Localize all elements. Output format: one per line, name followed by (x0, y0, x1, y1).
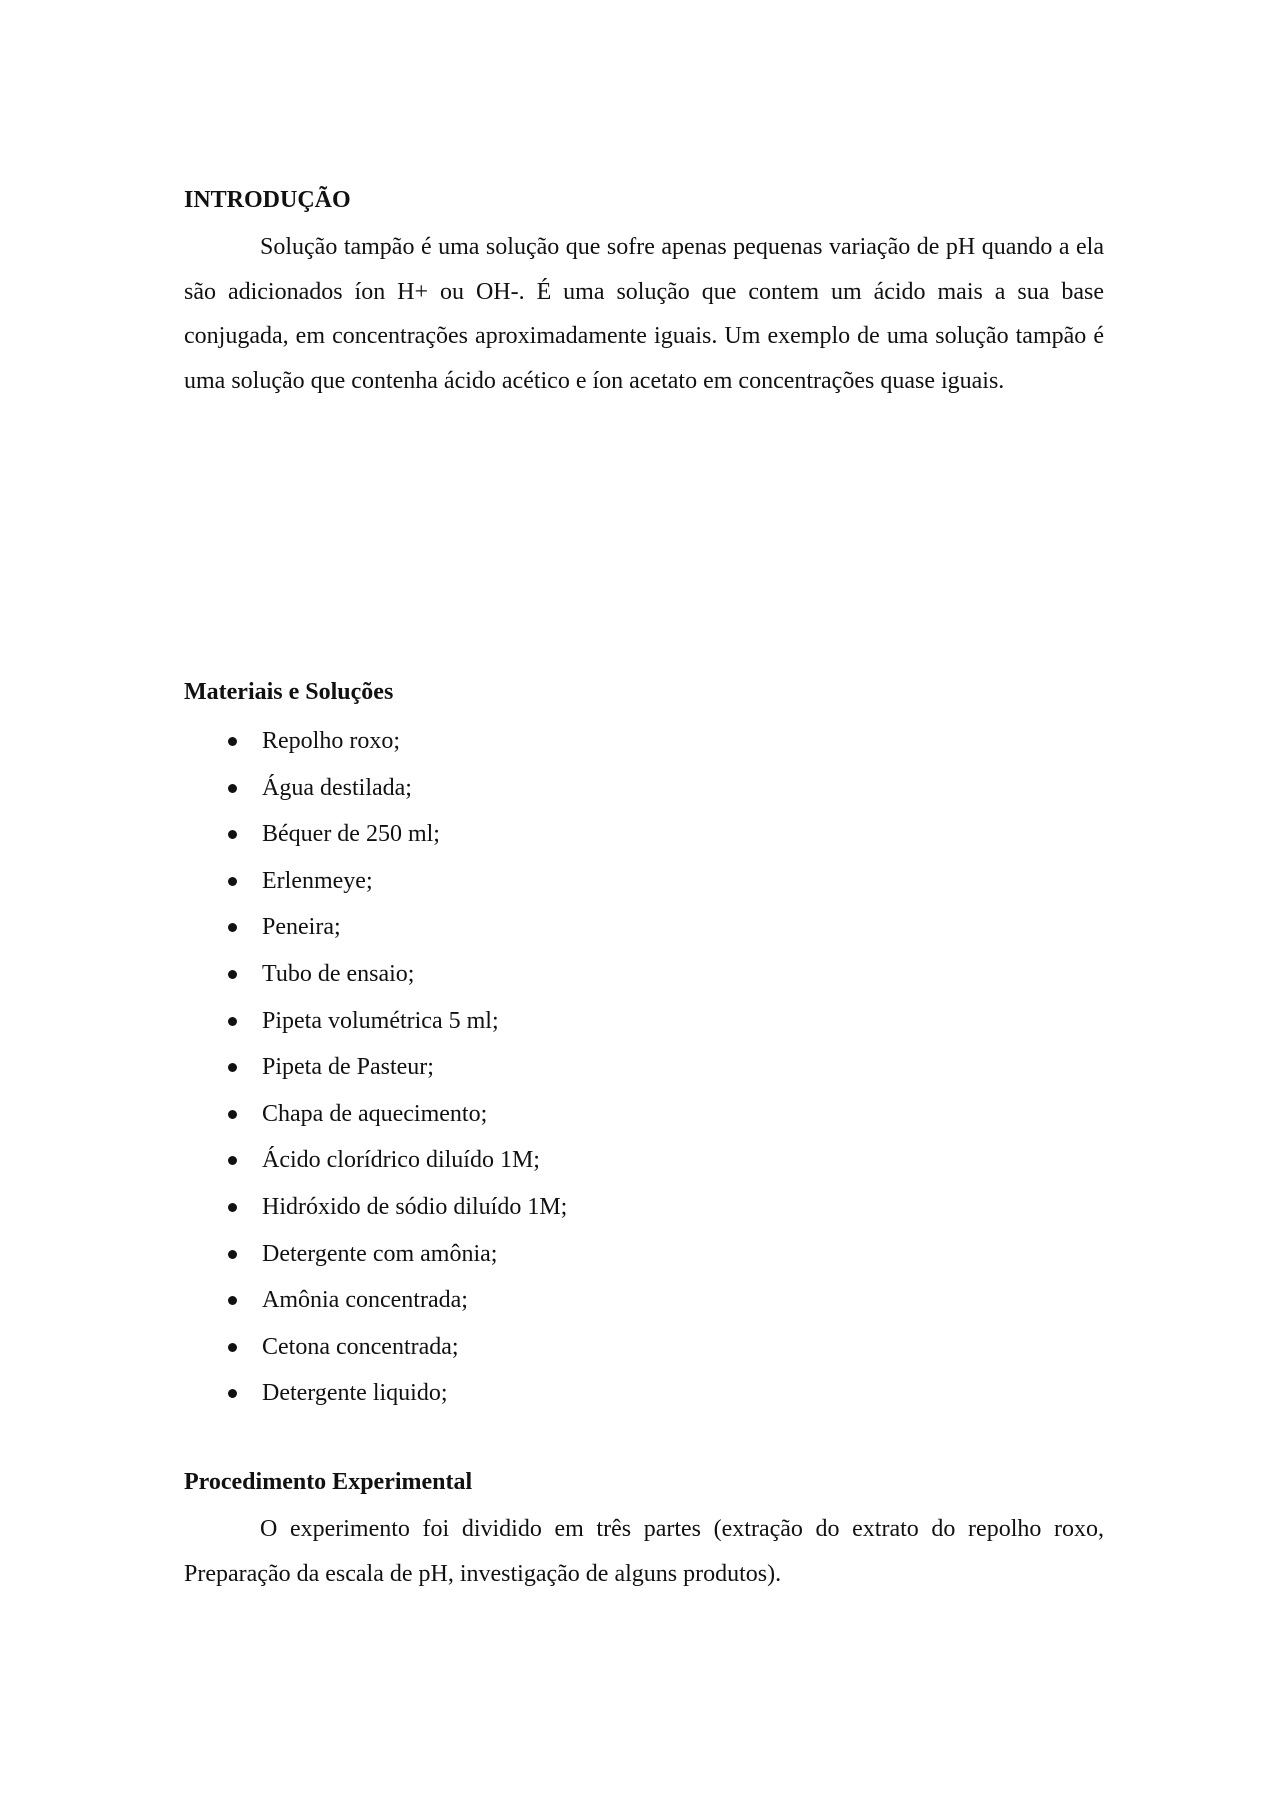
introduction-heading: INTRODUÇÃO (184, 187, 351, 213)
list-item-text: Ácido clorídrico diluído 1M; (262, 1147, 540, 1174)
list-item-text: Água destilada; (262, 774, 412, 801)
list-item (184, 1184, 1104, 1231)
list-item (184, 1091, 1104, 1138)
list-item-text: Peneira; (262, 914, 341, 941)
bullet-icon (228, 737, 237, 746)
list-item-text: Pipeta de Pasteur; (262, 1054, 434, 1081)
materials-list (184, 718, 1104, 1417)
list-item-text: Amônia concentrada; (262, 1287, 468, 1314)
list-item-text: Béquer de 250 ml; (262, 821, 440, 848)
list-item (184, 858, 1104, 905)
bullet-icon (228, 923, 237, 932)
list-item (184, 718, 1104, 765)
list-item (184, 904, 1104, 951)
list-item-text: Detergente com amônia; (262, 1240, 498, 1267)
list-item-text: Erlenmeye; (262, 867, 373, 894)
list-item-text: Hidróxido de sódio diluído 1M; (262, 1193, 568, 1220)
bullet-icon (228, 1296, 237, 1305)
list-item-text: Detergente liquido; (262, 1380, 448, 1407)
bullet-icon (228, 1017, 237, 1026)
introduction-paragraph: Solução tampão é uma solução que sofre apenas pequenas variação de pH quando a ela são adicionados íon H+ ou OH-. É uma solução que contem um ácido mais a sua base conjugada, em concentrações aproximadamente iguais. Um exemplo de uma solução tampão é uma solução que contenha ácido acético e íon acetato em concentrações quase iguais. (184, 234, 1104, 394)
bullet-icon (228, 877, 237, 886)
bullet-icon (228, 1343, 237, 1352)
bullet-icon (228, 970, 237, 979)
bullet-icon (228, 784, 237, 793)
bullet-icon (228, 1203, 237, 1212)
list-item (184, 998, 1104, 1045)
bullet-icon (228, 830, 237, 839)
list-item (184, 1137, 1104, 1184)
bullet-icon (228, 1250, 237, 1259)
list-item (184, 1370, 1104, 1417)
list-item-text: Chapa de aquecimento; (262, 1100, 488, 1127)
list-item (184, 951, 1104, 998)
bullet-icon (228, 1389, 237, 1398)
list-item (184, 1324, 1104, 1371)
bullet-icon (228, 1156, 237, 1165)
procedure-heading: Procedimento Experimental (184, 1469, 473, 1495)
bullet-icon (228, 1110, 237, 1119)
list-item (184, 811, 1104, 858)
list-item (184, 765, 1104, 812)
bullet-icon (228, 1063, 237, 1072)
procedure-paragraph: O experimento foi dividido em três partes (extração do extrato do repolho roxo, Preparação da escala de pH, investigação de alguns produtos). (184, 1516, 1104, 1587)
list-item-text: Cetona concentrada; (262, 1333, 459, 1360)
list-item (184, 1231, 1104, 1278)
list-item-text: Repolho roxo; (262, 728, 400, 754)
list-item-text: Pipeta volumétrica 5 ml; (262, 1007, 499, 1034)
list-item (184, 1277, 1104, 1324)
list-item-text: Tubo de ensaio; (262, 960, 415, 987)
materials-heading: Materiais e Soluções (184, 679, 394, 705)
list-item (184, 1044, 1104, 1091)
